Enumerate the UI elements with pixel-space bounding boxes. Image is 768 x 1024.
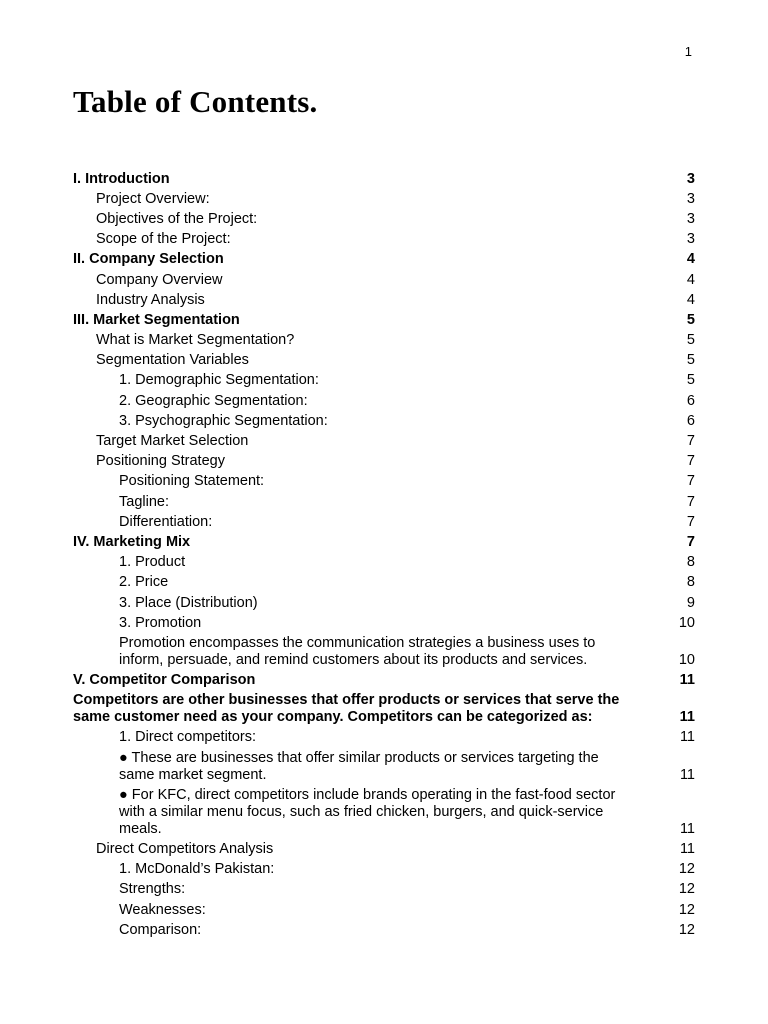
toc-entry-demographic[interactable] xyxy=(73,371,695,391)
toc-entry-page: 11 xyxy=(679,841,695,858)
toc-entry-label: IV. Marketing Mix xyxy=(73,533,191,550)
toc-entry-competitor-comparison[interactable] xyxy=(73,671,695,691)
toc-entry-comparison[interactable] xyxy=(73,920,695,940)
toc-entry-label: 1. Product xyxy=(119,554,186,571)
toc-entry-page: 10 xyxy=(678,651,695,668)
toc-entry-page: 4 xyxy=(686,251,695,268)
toc-entry-differentiation[interactable] xyxy=(73,512,695,532)
page-number: 1 xyxy=(684,44,692,59)
toc-entry-page: 7 xyxy=(686,473,695,490)
toc-entry-label: 3. Place (Distribution) xyxy=(119,594,258,611)
toc-entry-psychographic[interactable] xyxy=(73,411,695,431)
toc-entry-label: II. Company Selection xyxy=(73,251,224,268)
toc-entry-page: 11 xyxy=(679,709,695,726)
toc-entry-company-selection[interactable] xyxy=(73,250,695,270)
toc-entry-page: 5 xyxy=(686,352,695,369)
toc-entry-label: Segmentation Variables xyxy=(96,352,249,369)
toc-entry-page: 11 xyxy=(679,729,695,746)
toc-entry-promotion-description[interactable] xyxy=(73,633,695,670)
toc-entry-page: 7 xyxy=(686,493,695,510)
toc-entry-label: III. Market Segmentation xyxy=(73,311,240,328)
toc-entry-label: 3. Promotion xyxy=(119,614,202,631)
toc-entry-label: Project Overview: xyxy=(96,190,210,207)
toc-entry-page: 3 xyxy=(686,170,695,187)
toc-entry-label: I. Introduction xyxy=(73,170,170,187)
toc-entry-label: 1. McDonald’s Pakistan: xyxy=(119,861,275,878)
toc-entry-label: Positioning Statement: xyxy=(119,473,265,490)
toc-entry-page: 7 xyxy=(686,513,695,530)
toc-entry-page: 7 xyxy=(686,533,695,550)
toc-entry-label: What is Market Segmentation? xyxy=(96,332,295,349)
toc-entry-page: 11 xyxy=(679,672,695,689)
toc-entry-page: 5 xyxy=(686,372,695,389)
page-title: Table of Contents. xyxy=(73,84,318,119)
toc-entry-positioning-statement[interactable] xyxy=(73,472,695,492)
toc-entry-promotion[interactable] xyxy=(73,613,695,633)
toc-entry-page: 3 xyxy=(686,190,695,207)
toc-entry-geographic[interactable] xyxy=(73,391,695,411)
toc-entry-company-overview[interactable] xyxy=(73,270,695,290)
toc-entry-page: 12 xyxy=(678,881,695,898)
toc-entry-label: Differentiation: xyxy=(119,513,213,530)
toc-entry-page: 3 xyxy=(686,231,695,248)
toc-entry-page: 8 xyxy=(686,574,695,591)
toc-entry-page: 10 xyxy=(678,614,695,631)
toc-entry-label: Target Market Selection xyxy=(96,433,249,450)
toc-entry-market-segmentation[interactable] xyxy=(73,310,695,330)
toc-entry-label: Industry Analysis xyxy=(96,291,205,308)
toc-entry-project-overview[interactable] xyxy=(73,189,695,209)
toc-entry-label: Weaknesses: xyxy=(119,901,206,918)
toc-entry-label: Promotion encompasses the communication strategies a business uses to inform, persuade, and remind customers about its products and services. xyxy=(119,634,596,668)
toc-entry-target-market[interactable] xyxy=(73,431,695,451)
toc-entry-label: Objectives of the Project: xyxy=(96,210,258,227)
toc-entry-page: 6 xyxy=(686,392,695,409)
toc-entry-page: 12 xyxy=(678,921,695,938)
toc-entry-page: 3 xyxy=(686,210,695,227)
toc-entry-label: Tagline: xyxy=(119,493,169,510)
toc-entry-tagline[interactable] xyxy=(73,492,695,512)
toc-entry-objectives[interactable] xyxy=(73,209,695,229)
toc-entry-mcdonalds[interactable] xyxy=(73,860,695,880)
toc-entry-product[interactable] xyxy=(73,553,695,573)
toc-entry-marketing-mix[interactable] xyxy=(73,532,695,552)
toc-entry-label: Strengths: xyxy=(119,881,186,898)
toc-entry-strengths[interactable] xyxy=(73,880,695,900)
toc-entry-page: 6 xyxy=(686,412,695,429)
toc-entry-label: 2. Price xyxy=(119,574,169,591)
toc-entry-page: 9 xyxy=(686,594,695,611)
toc-entry-label: Direct Competitors Analysis xyxy=(96,841,274,858)
toc-entry-page: 11 xyxy=(679,820,695,837)
toc-entry-kfc-competitors-bullet[interactable] xyxy=(73,785,695,839)
toc-entry-page: 5 xyxy=(686,332,695,349)
toc-entry-place[interactable] xyxy=(73,593,695,613)
toc-entry-scope[interactable] xyxy=(73,230,695,250)
toc-entry-label: 1. Demographic Segmentation: xyxy=(119,372,319,389)
toc-entry-page: 11 xyxy=(679,766,695,783)
toc-entry-what-is-segmentation[interactable] xyxy=(73,331,695,351)
toc-entry-page: 7 xyxy=(686,453,695,470)
toc-entry-price[interactable] xyxy=(73,573,695,593)
toc-entry-page: 4 xyxy=(686,271,695,288)
toc-entry-direct-competitors-analysis[interactable] xyxy=(73,839,695,859)
toc-entry-segmentation-variables[interactable] xyxy=(73,351,695,371)
toc-entry-label: Scope of the Project: xyxy=(96,231,231,248)
toc-entry-positioning-strategy[interactable] xyxy=(73,452,695,472)
toc-entry-page: 4 xyxy=(686,291,695,308)
toc-entry-similar-businesses-bullet[interactable] xyxy=(73,748,695,785)
toc-entry-label: 3. Psychographic Segmentation: xyxy=(119,412,328,429)
toc-entry-label: 1. Direct competitors: xyxy=(119,729,256,746)
toc-entry-label: Company Overview xyxy=(96,271,223,288)
toc-entry-label: Competitors are other businesses that offer products or services that serve the same customer need as your company. Competitors can be categorized as: xyxy=(73,692,620,726)
toc-entry-label: Positioning Strategy xyxy=(96,453,225,470)
toc-entry-weaknesses[interactable] xyxy=(73,900,695,920)
toc-entry-competitors-definition[interactable] xyxy=(73,691,695,728)
toc-entry-label: 2. Geographic Segmentation: xyxy=(119,392,308,409)
toc-entry-introduction[interactable] xyxy=(73,169,695,189)
toc-entry-page: 5 xyxy=(686,311,695,328)
toc-entry-direct-competitors[interactable] xyxy=(73,728,695,748)
toc-entry-label: V. Competitor Comparison xyxy=(73,672,256,689)
toc-entry-page: 8 xyxy=(686,554,695,571)
toc-entry-page: 12 xyxy=(678,861,695,878)
toc-entry-label: ● These are businesses that offer similar products or services targeting the same market segment. xyxy=(119,749,599,783)
toc-entry-label: Comparison: xyxy=(119,921,202,938)
toc-entry-page: 12 xyxy=(678,901,695,918)
toc-entry-label: ● For KFC, direct competitors include brands operating in the fast-food sector with a similar menu focus, such as fried chicken, burgers, and quick-service meals. xyxy=(119,786,616,837)
table-of-contents xyxy=(73,169,695,940)
toc-entry-page: 7 xyxy=(686,433,695,450)
toc-entry-industry-analysis[interactable] xyxy=(73,290,695,310)
